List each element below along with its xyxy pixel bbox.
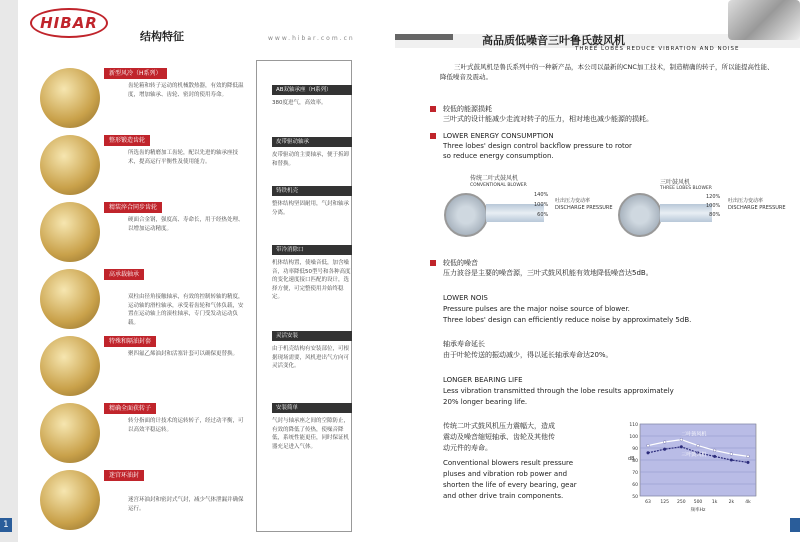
feature-forged-gear bbox=[40, 135, 245, 195]
bearing-en-body-1: Less vibration transmitted through the lobe results approximately bbox=[443, 387, 674, 395]
noise-en-body-1: Pressure pulses are the major noise source of blower. bbox=[443, 305, 630, 313]
feature-air-cooling bbox=[40, 68, 245, 128]
chart-x-tick-label: 500 bbox=[693, 500, 703, 505]
pressure-cn: 吐出压力变动率 bbox=[728, 198, 764, 204]
chart-data-point bbox=[730, 459, 733, 462]
feature-label: 整形锻造齿轮 bbox=[104, 135, 150, 146]
conventional-pressure-label bbox=[555, 198, 613, 212]
bullet-square bbox=[430, 106, 436, 112]
left-margin-band bbox=[0, 0, 18, 542]
feature-desc: 转分指面的计技术的运转转子，经过动平衡，可以高效平稳运转。 bbox=[128, 418, 244, 433]
energy-cn-title: 较低的能源损耗 bbox=[443, 105, 492, 113]
website-url: www.hibar.com.cn bbox=[268, 35, 355, 42]
chart-data-point bbox=[713, 455, 716, 458]
level: 140% bbox=[534, 192, 549, 198]
feature-bearing bbox=[40, 269, 245, 329]
conventional-en: CONVENTIONAL BLOWER bbox=[470, 183, 527, 188]
feature-desc: 双柱由径角接触轴承，有效的控制转轴的精度，运动轴的滑柱轴承，承受着齿轮和气体负载，安置在运动轴上的滚柱轴承，专门受发动运动负载。 bbox=[128, 294, 244, 326]
level: 80% bbox=[709, 212, 721, 218]
feature-oil-seal bbox=[40, 336, 245, 396]
conventional-en-line-4: and other drive train components. bbox=[443, 492, 564, 500]
chart-y-tick-label: 90 bbox=[632, 447, 638, 452]
feature-label: 特殊和隔油封套 bbox=[104, 336, 156, 347]
conventional-en-line-3: shorten the life of every bearing, gear bbox=[443, 481, 577, 489]
chart-y-tick-label: 100 bbox=[629, 435, 638, 440]
mid-desc: 皮带驱动的主要轴承，便于拆卸和替换。 bbox=[272, 152, 350, 167]
chart-data-point bbox=[747, 455, 750, 458]
mid-label: 带冷消除口 bbox=[272, 245, 352, 255]
energy-en-title: LOWER ENERGY CONSUMPTION bbox=[443, 132, 554, 140]
level: 100% bbox=[534, 202, 549, 208]
structure-features-title: 结构特征 bbox=[140, 30, 184, 43]
oil-seal-photo bbox=[40, 336, 100, 396]
three-lobe-levels bbox=[706, 193, 720, 220]
chart-y-axis-label: dB bbox=[628, 456, 635, 462]
mid-item-easy-install bbox=[272, 403, 352, 451]
feature-label: 新型风冷（H系列） bbox=[104, 68, 167, 79]
three-lobe-pressure-label bbox=[728, 198, 786, 212]
pressure-en: DISCHARGE PRESSURE bbox=[555, 205, 613, 211]
bearing-part-photo bbox=[40, 269, 100, 329]
mid-desc: 整体结构坚固耐用，气封和轴承分离。 bbox=[272, 201, 350, 216]
level: 60% bbox=[537, 212, 549, 218]
chart-series-label: 三叶鼓风机 bbox=[681, 451, 707, 458]
bearing-cn-body: 由于叶轮传送的振动减少，得以延长轴承寿命达20%。 bbox=[443, 351, 613, 359]
chart-x-tick-label: 2k bbox=[728, 500, 735, 505]
feature-labyrinth-seal bbox=[40, 470, 245, 530]
three-lobe-discharge-pipe bbox=[660, 204, 712, 222]
mid-item-cast-housing bbox=[272, 186, 352, 217]
mid-item-cooling-port bbox=[272, 245, 352, 302]
chart-x-tick-label: 125 bbox=[660, 500, 669, 505]
chart-data-point bbox=[680, 438, 683, 441]
labyrinth-photo bbox=[40, 470, 100, 530]
chart-data-point bbox=[647, 451, 650, 454]
chart-x-tick-label: 250 bbox=[677, 500, 686, 505]
product-subtitle: THREE LOBES REDUCE VIBRATION AND NOISE bbox=[575, 46, 740, 52]
pressure-cn: 吐出压力变动率 bbox=[555, 198, 591, 204]
chart-y-tick-label: 60 bbox=[632, 483, 638, 488]
energy-en-body-1: Three lobes' design control backflow pressure to rotor bbox=[443, 142, 632, 150]
feature-label: 高承载轴承 bbox=[104, 269, 144, 280]
mid-label: 铸铁机壳 bbox=[272, 186, 352, 196]
conventional-blower-icon bbox=[444, 193, 488, 237]
chart-x-tick-label: 4k bbox=[745, 500, 751, 505]
product-title: 高品质低噪音三叶鲁氏鼓风机 bbox=[482, 34, 625, 47]
chart-x-tick-label: 63 bbox=[645, 500, 651, 505]
bearing-en-body-2: 20% longer bearing life. bbox=[443, 398, 528, 406]
level: 120% bbox=[706, 194, 721, 200]
sync-gear-photo bbox=[40, 202, 100, 262]
mid-label: 灵活安装 bbox=[272, 331, 352, 341]
feature-label: 精装淬合同步齿轮 bbox=[104, 202, 162, 213]
hibar-logo: HIBAR bbox=[30, 8, 108, 38]
three-lobe-blower-icon bbox=[618, 193, 662, 237]
feature-desc: 硬面合金钢，强度高、寿命长，用于经热处理、以增加运动精度。 bbox=[128, 217, 244, 232]
chart-data-point bbox=[663, 441, 666, 444]
bearing-en-title: LONGER BEARING LIFE bbox=[443, 376, 523, 384]
gear-photo bbox=[40, 135, 100, 195]
chart-data-point bbox=[647, 444, 650, 447]
right-page-number-box bbox=[790, 518, 800, 532]
chart-data-point bbox=[730, 453, 733, 456]
three-lobe-en: THREE LOBES BLOWER bbox=[660, 186, 712, 191]
conventional-levels bbox=[534, 190, 548, 220]
mid-label: AB双轴承座（H系列） bbox=[272, 85, 352, 95]
chart-y-tick-label: 50 bbox=[632, 495, 638, 500]
pressure-en: DISCHARGE PRESSURE bbox=[728, 205, 786, 211]
noise-cn-title: 较低的噪音 bbox=[443, 259, 478, 267]
feature-label: 精确全面获转子 bbox=[104, 403, 156, 414]
chart-data-point bbox=[680, 445, 683, 448]
mid-item-flexible-install bbox=[272, 331, 352, 371]
bearing-cn-title: 轴承寿命延长 bbox=[443, 340, 485, 348]
conventional-cn-line-2: 震动及噪音缩短轴承、齿轮及其他传 bbox=[443, 433, 555, 441]
chart-y-tick-label: 70 bbox=[632, 471, 638, 476]
conventional-blower-label bbox=[470, 174, 527, 188]
noise-en-body-2: Three lobes' design can efficiently reduce noise by approximately 5dB. bbox=[443, 316, 692, 324]
feature-desc: 迷宫环油封和密封式气封，减少气体泄漏并确保运行。 bbox=[128, 497, 244, 512]
bearing-photo bbox=[728, 0, 800, 40]
conventional-en-line-1: Conventional blowers result pressure bbox=[443, 459, 574, 467]
conventional-cn-line-1: 传统二叶式鼓风机压力震幅大，造成 bbox=[443, 422, 555, 430]
feature-desc: 所选齿的精磨加工齿轮，配以先进的轴承座技术，提高运行平衡性及使用能力。 bbox=[128, 150, 239, 165]
page-number-left: 1 bbox=[3, 520, 9, 530]
three-lobe-cn: 三叶鼓风机 bbox=[660, 179, 691, 186]
energy-cn-body: 三叶式的设计能减少走流对转子的压力，相对地也减少能源的损耗。 bbox=[443, 115, 653, 123]
rotor-photo bbox=[40, 403, 100, 463]
level: 100% bbox=[706, 203, 721, 209]
three-lobe-blower-label bbox=[660, 177, 712, 191]
mid-label: 皮带驱动轴承 bbox=[272, 137, 352, 147]
conventional-cn: 传统二叶式鼓风机 bbox=[470, 175, 519, 182]
chart-x-axis-label: 频率Hz bbox=[690, 508, 706, 513]
bullet-square bbox=[430, 133, 436, 139]
energy-en-body-2: so reduce energy consumption. bbox=[443, 152, 554, 160]
header-accent-bar bbox=[395, 34, 453, 40]
chart-data-point bbox=[747, 461, 750, 464]
mid-item-bearing-seat bbox=[272, 85, 352, 108]
conventional-cn-line-3: 动元件的寿命。 bbox=[443, 444, 492, 452]
mid-desc: 380度进气，高效率。 bbox=[272, 100, 327, 106]
chart-data-point bbox=[663, 448, 666, 451]
chart-y-tick-label: 110 bbox=[629, 423, 638, 428]
mid-label: 安装简单 bbox=[272, 403, 352, 413]
chart-data-point bbox=[713, 449, 716, 452]
feature-rotor bbox=[40, 403, 245, 463]
feature-label: 迷宫环油封 bbox=[104, 470, 144, 481]
noise-en-title: LOWER NOIS bbox=[443, 294, 488, 302]
mid-desc: 气封与轴承座之间的空隙防止，有效的降低了传热，使噪音降低，系统性能更佳，同时保证机器充足进入气体。 bbox=[272, 418, 350, 450]
cooling-part-photo bbox=[40, 68, 100, 128]
intro-paragraph: 三叶式鼓风机是鲁氏系列中的一种新产品，本公司以最新的CNC加工技术，制造精确的转子，所以能提高性能、降低噪音及震动。 bbox=[440, 63, 774, 81]
feature-sync-gear bbox=[40, 202, 245, 262]
bullet-square bbox=[430, 260, 436, 266]
noise-cn-body: 压力波谷是主要的噪音源，三叶式鼓风机能有效地降低噪音达5dB。 bbox=[443, 269, 653, 277]
chart-x-tick-label: 1k bbox=[711, 500, 718, 505]
feature-desc: 聚四氟乙烯油封和活塞针套可以确保更替换。 bbox=[128, 351, 239, 357]
mid-desc: 机体结构置，使噪音低，加含噪音，功率降低50型号和各种高度的变化速度接口匹配的设计，选择方便，可完整使用并始终稳定。 bbox=[272, 260, 351, 300]
chart-series-label: 二叶鼓风机 bbox=[681, 431, 707, 438]
feature-desc: 齿轮箱和转子运动的机械散热器，有效的降低温度，增加轴承、齿轮、密封的使用寿命。 bbox=[128, 83, 244, 98]
chart-data-point bbox=[697, 444, 700, 447]
conventional-en-line-2: pluses and vibration rob power and bbox=[443, 470, 568, 478]
mid-item-belt-bearing bbox=[272, 137, 352, 168]
chart-y-tick-label: 80 bbox=[632, 459, 638, 464]
mid-desc: 由于机壳结构有安装部位，可根据现场需要，风机进出气方向可灵活变化。 bbox=[272, 346, 350, 369]
noise-spectrum-chart bbox=[620, 418, 765, 516]
